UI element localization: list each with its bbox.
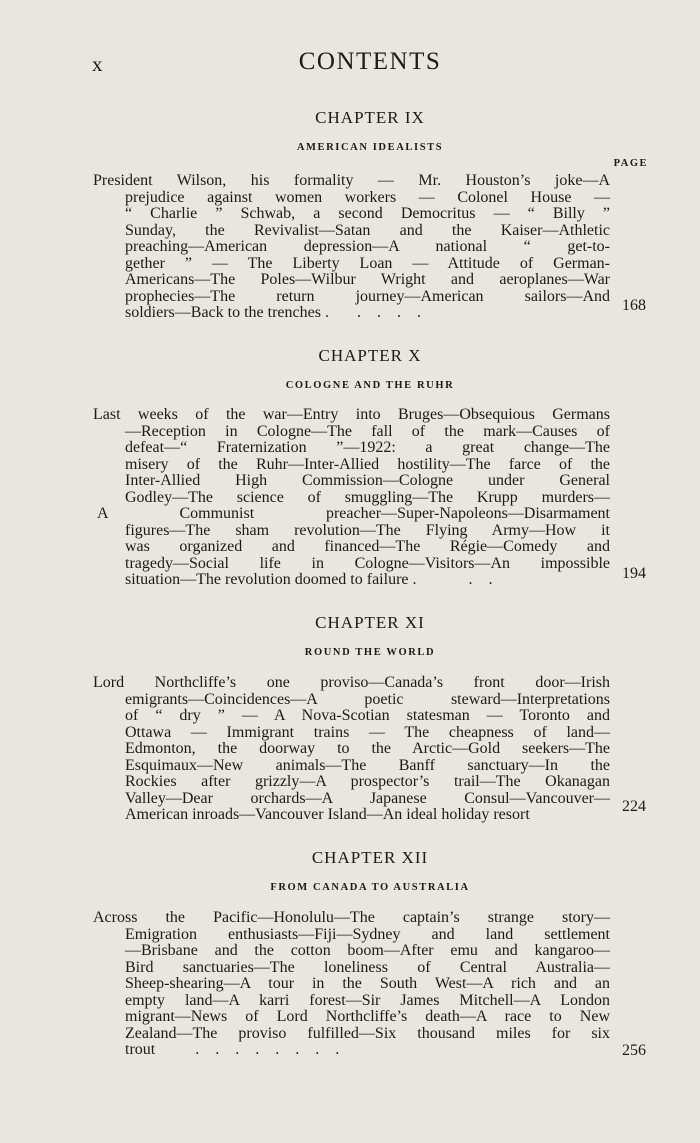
chapter-subtitle: AMERICAN IDEALISTS (296, 142, 444, 153)
chapter-synopsis (95, 675, 610, 824)
chapter-heading (0, 346, 700, 391)
page-number: 224 (622, 798, 646, 815)
synopsis-line: Edmonton, the doorway to the Arctic—Gold seekers—The (125, 740, 610, 757)
synopsis-line: emigrants—Coincidences—A poetic steward—Interpretations (125, 690, 610, 708)
chapter-subtitle: COLOGNE AND THE RUHR (285, 380, 455, 391)
chapter-title: CHAPTER X (318, 346, 422, 365)
synopsis-line: Americans—The Poles—Wilbur Wright and aeroplanes—War (125, 271, 610, 288)
synopsis-line: empty land—A karri forest—Sir James Mitchell—A London (125, 991, 610, 1009)
synopsis-line: Sunday, the Revivalist—Satan and the Kaiser—Athletic (125, 221, 610, 239)
synopsis-line-text: situation—The revolution doomed to failure . (125, 571, 417, 588)
synopsis-line: migrant—News of Lord Northcliffe’s death—A race to New (125, 1008, 610, 1025)
page-number: 194 (622, 565, 646, 582)
synopsis-line: defeat—“ Fraternization ”—1922: a great change—The (125, 439, 610, 456)
synopsis-line: Ottawa — Immigrant trains — The cheapness of land— (125, 723, 610, 741)
synopsis-line: Emigration enthusiasts—Fiji—Sydney and land settlement (125, 925, 610, 943)
synopsis-line: Bird sanctuaries—The loneliness of Central Australia— (125, 958, 610, 976)
synopsis-line: Inter-Allied High Commission—Cologne under General (125, 472, 610, 489)
synopsis-line: —Brisbane and the cotton boom—After emu and kangaroo— (125, 942, 610, 959)
synopsis-line: Godley—The science of smuggling—The Krupp murders— (125, 488, 610, 506)
chapter-heading (0, 848, 700, 893)
page-column-label: PAGE (613, 158, 648, 169)
synopsis-line (95, 305, 610, 322)
dot-leader: . . (468, 571, 499, 588)
synopsis-line: Lord Northcliffe’s one proviso—Canada’s front door—Irish (93, 674, 610, 691)
synopsis-line: Across the Pacific—Honolulu—The captain’s strange story— (93, 909, 610, 926)
synopsis-line: tragedy—Social life in Cologne—Visitors—An impossible (125, 554, 610, 572)
synopsis-line: A Communist preacher—Super-Napoleons—Disarmament (97, 505, 610, 522)
synopsis-line: “ Charlie ” Schwab, a second Democritus — “ Billy ” (125, 205, 610, 222)
synopsis-line: of “ dry ” — A Nova-Scotian statesman — Toronto and (125, 707, 610, 724)
synopsis-line: prophecies—The return journey—American sailors—And (125, 287, 610, 305)
synopsis-line-text: soldiers—Back to the trenches . (125, 304, 329, 321)
synopsis-line: figures—The sham revolution—The Flying Army—How it (125, 521, 610, 539)
running-head (0, 48, 700, 78)
synopsis-line: President Wilson, his formality — Mr. Houston’s joke—A (93, 172, 610, 189)
synopsis-line: Valley—Dear orchards—A Japanese Consul—Vancouver— (125, 789, 610, 807)
synopsis-line (95, 572, 610, 589)
page-folio: x (92, 52, 104, 76)
synopsis-line: gether ” — The Liberty Loan — Attitude of German- (125, 254, 610, 272)
chapter-heading (0, 613, 700, 658)
synopsis-line: Sheep-shearing—A tour in the South West—A rich and an (125, 975, 610, 992)
synopsis-line: Rockies after grizzly—A prospector’s trail—The Okanagan (125, 773, 610, 790)
chapter-title: CHAPTER XII (311, 848, 429, 867)
synopsis-line: misery of the Ruhr—Inter-Allied hostility—The farce of the (125, 455, 610, 473)
page-number: 256 (622, 1042, 646, 1059)
synopsis-line-text: trout (125, 1041, 156, 1058)
chapter-title: CHAPTER IX (315, 108, 425, 127)
synopsis-line: was organized and financed—The Régie—Comedy and (125, 538, 610, 555)
synopsis-line: Last weeks of the war—Entry into Bruges—Obsequious Germans (93, 406, 610, 423)
chapter-synopsis (95, 910, 610, 1059)
chapter-synopsis (95, 407, 610, 589)
dot-leader: . . . . (356, 304, 427, 321)
synopsis-line: American inroads—Vancouver Island—An ideal holiday resort (125, 806, 530, 823)
synopsis-line (95, 1042, 610, 1059)
synopsis-line: prejudice against women workers — Colonel House — (125, 188, 610, 206)
chapter-subtitle: ROUND THE WORLD (304, 647, 436, 658)
synopsis-line: Esquimaux—New animals—The Banff sanctuary—In the (125, 756, 610, 774)
page-number: 168 (622, 297, 646, 314)
dot-leader: . . . . . . . . (195, 1041, 346, 1058)
chapter-title: CHAPTER XI (315, 613, 425, 632)
page-title: CONTENTS (298, 48, 442, 75)
synopsis-line: preaching—American depression—A national “ get-to- (125, 238, 610, 255)
synopsis-line: Zealand—The proviso fulfilled—Six thousand miles for six (125, 1024, 610, 1042)
chapter-subtitle: FROM CANADA TO AUSTRALIA (270, 882, 470, 893)
chapter-heading (0, 108, 700, 153)
synopsis-line: —Reception in Cologne—The fall of the mark—Causes of (125, 422, 610, 440)
chapter-synopsis (95, 173, 610, 322)
